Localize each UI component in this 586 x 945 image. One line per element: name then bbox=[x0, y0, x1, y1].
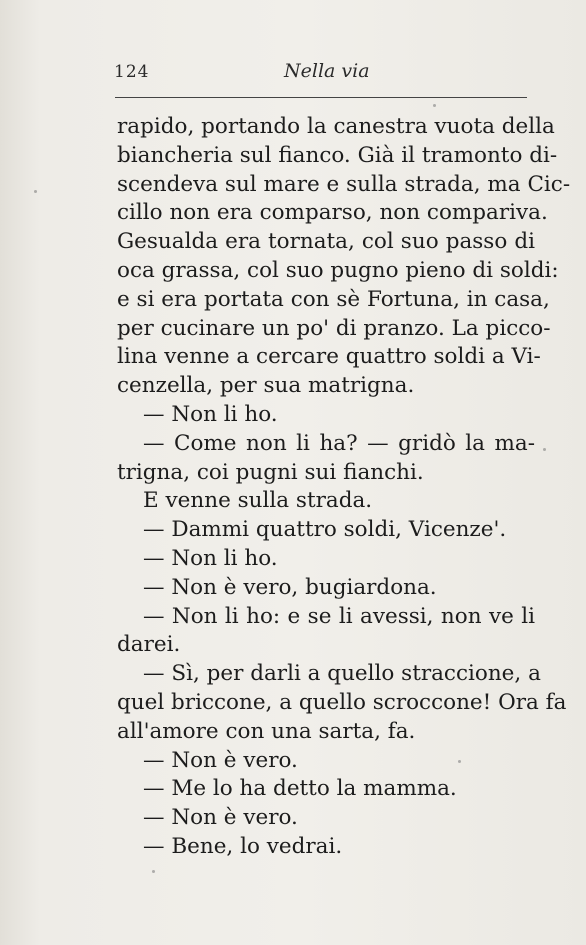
header-rule bbox=[115, 97, 527, 98]
print-speck bbox=[543, 448, 546, 451]
dialogue-line: — Sì, per darli a quello straccione, a bbox=[143, 661, 541, 687]
text-line: biancheria sul fianco. Già il tramonto di- bbox=[117, 142, 558, 168]
dialogue-line: — Non è vero. bbox=[143, 747, 298, 773]
print-speck bbox=[433, 104, 436, 107]
text-line: scendeva sul mare e sulla strada, ma Cic- bbox=[117, 171, 571, 197]
text-line: quel briccone, a quello scroccone! Ora fa bbox=[117, 689, 567, 715]
body-text bbox=[117, 113, 571, 862]
text-line: e si era portata con sè Fortuna, in casa, bbox=[117, 286, 550, 312]
dialogue-line: — Come non li ha? — gridò la ma- bbox=[143, 430, 535, 456]
text-line: Gesualda era tornata, col suo passo di bbox=[117, 229, 535, 255]
text-line: cillo non era comparso, non compariva. bbox=[117, 200, 548, 226]
text-line: trigna, coi pugni sui fianchi. bbox=[117, 459, 424, 485]
text-line: darei. bbox=[117, 632, 181, 658]
dialogue-line: — Me lo ha detto la mamma. bbox=[143, 776, 457, 802]
text-line: oca grassa, col suo pugno pieno di soldi: bbox=[117, 257, 559, 283]
text-line: per cucinare un po' di pranzo. La picco- bbox=[117, 315, 551, 341]
running-head bbox=[114, 58, 527, 88]
dialogue-line: — Bene, lo vedrai. bbox=[143, 833, 343, 859]
dialogue-line: — Dammi quattro soldi, Vicenze'. bbox=[143, 517, 507, 543]
dialogue-line: — Non li ho. bbox=[143, 545, 278, 571]
text-line: lina venne a cercare quattro soldi a Vi- bbox=[117, 344, 541, 370]
dialogue-line: — Non è vero. bbox=[143, 805, 298, 831]
text-line: E venne sulla strada. bbox=[143, 488, 373, 514]
dialogue-line: — Non li ho: e se li avessi, non ve li bbox=[143, 603, 535, 629]
text-line: all'amore con una sarta, fa. bbox=[117, 718, 416, 744]
dialogue-line: — Non è vero, bugiardona. bbox=[143, 574, 437, 600]
running-title: Nella via bbox=[284, 60, 370, 82]
text-line: cenzella, per sua matrigna. bbox=[117, 373, 415, 399]
page-number: 124 bbox=[114, 62, 150, 82]
text-line: rapido, portando la canestra vuota della bbox=[117, 114, 555, 139]
dialogue-line: — Non li ho. bbox=[143, 401, 278, 427]
print-speck bbox=[152, 870, 155, 873]
print-speck bbox=[34, 190, 37, 193]
print-speck bbox=[458, 760, 461, 763]
